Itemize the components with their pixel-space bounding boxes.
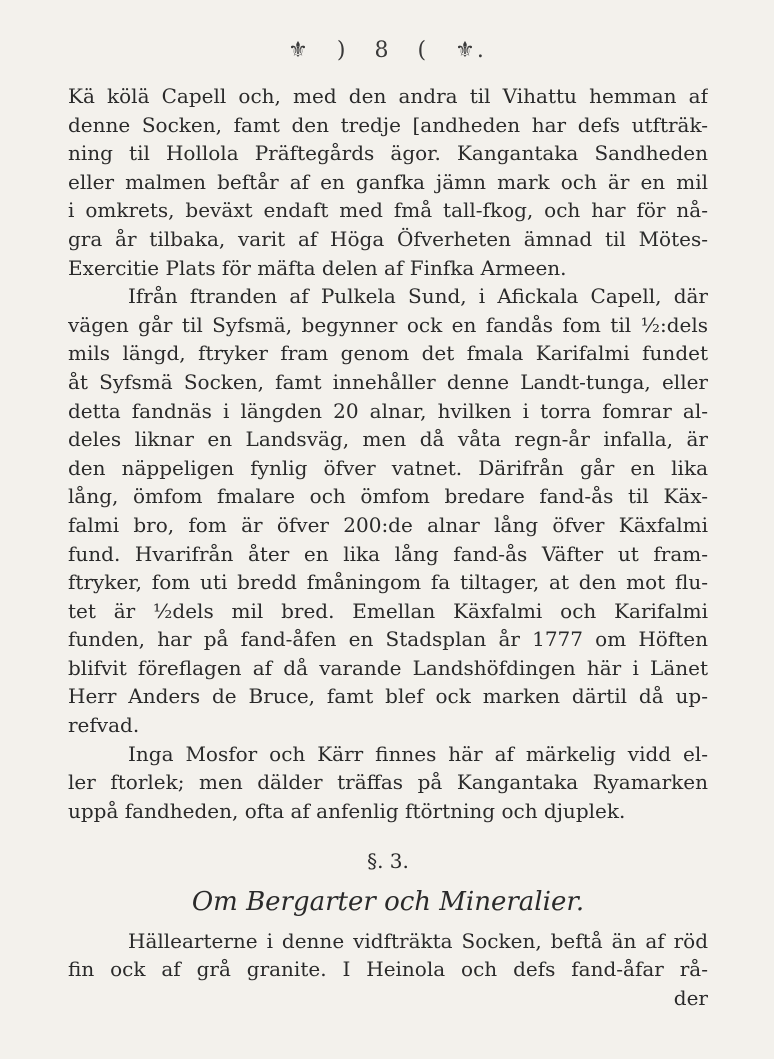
text-line: falmi bro, fom är öfver 200:de alnar lång öfver Käxfalmi: [68, 512, 708, 537]
text-line: deles liknar en Landsväg, men då våta regn-år infalla, är: [68, 427, 708, 452]
text-line: eller malmen beftår af en ganfka jämn mark och är en mil: [68, 169, 708, 194]
text-line: funden, har på fand-åfen en Stadsplan år 1777 om Höften: [68, 627, 708, 652]
section-title: Om Bergarter och Mineralier.: [191, 888, 585, 917]
text-line: uppå fandheden, ofta af anfenlig ftörtning och djuplek.: [68, 798, 626, 823]
text-line: Hällearterne i denne vidfträkta Socken, beftå än af röd: [128, 928, 708, 953]
text-line: ler ftorlek; men dälder träffas på Kangantaka Ryamarken: [68, 770, 708, 795]
text-line: tet är ½dels mil bred. Emellan Käxfalmi och Karifalmi: [68, 598, 708, 623]
text-line: Ifrån ftranden af Pulkela Sund, i Afickala Capell, där: [128, 284, 708, 309]
text-line: blifvit föreflagen af då varande Landshöfdingen här i Länet: [68, 655, 708, 680]
paragraph-3: [68, 740, 708, 826]
paren-right: (: [417, 38, 429, 63]
page-number: 8: [374, 38, 391, 63]
paragraph-1: [68, 82, 708, 282]
text-line: mils längd, ftryker fram genom det fmala Karifalmi fundet: [68, 341, 708, 366]
body-text: [68, 82, 708, 1012]
text-line: den näppeligen fynlig öfver vatnet. Därifrån går en lika: [68, 455, 708, 480]
text-line: ning til Hollola Präftegårds ägor. Kangantaka Sandheden: [68, 141, 708, 166]
text-line: i omkrets, beväxt endaft med fmå tall-fkog, och har för nå-: [68, 198, 708, 223]
paragraph-4: [68, 927, 708, 984]
text-line: Kä kölä Capell och, med den andra til Vihattu hemman af: [68, 84, 708, 108]
text-line: Inga Mosfor och Kärr finnes här af märkelig vidd el-: [128, 741, 708, 766]
text-line: ftryker, fom uti bredd fmåningom fa tiltager, at den mot flu-: [68, 570, 708, 595]
text-line: fin ock af grå granite. I Heinola och defs fand-åfar rå-: [68, 957, 708, 982]
text-line: vägen går til Syfsmä, begynner ock en fandås fom til ½:dels: [68, 312, 708, 337]
paragraph-2: [68, 282, 708, 740]
text-line: lång, ömfom fmalare och ömfom bredare fand-ås til Käx-: [68, 484, 708, 509]
text-line: denne Socken, famt den tredje [andheden har defs utfträk-: [68, 112, 708, 137]
ornament-left-icon: ⚜: [288, 38, 310, 63]
paren-left: ): [336, 38, 348, 63]
text-line: åt Syfsmä Socken, famt innehåller denne Landt-tunga, eller: [68, 369, 708, 394]
text-line: Exercitie Plats för mäfta delen af Finfka Armeen.: [68, 255, 567, 280]
section-number: §. 3.: [367, 849, 409, 874]
text-line: fund. Hvarifrån åter en lika lång fand-ås Väfter ut fram-: [68, 541, 708, 566]
catchword: der: [673, 985, 708, 1010]
spacer: [68, 917, 708, 927]
text-line: Herr Anders de Bruce, famt blef ock marken därtil då up-: [68, 684, 708, 709]
text-line: detta fandnäs i längden 20 alnar, hvilken i torra fomrar al-: [68, 398, 708, 423]
text-line: gra år tilbaka, varit af Höga Öfverheten ämnad til Mötes-: [68, 226, 708, 251]
text-line: refvad.: [68, 713, 140, 738]
page-header: [0, 38, 774, 63]
ornament-right-icon: ⚜.: [455, 38, 486, 63]
